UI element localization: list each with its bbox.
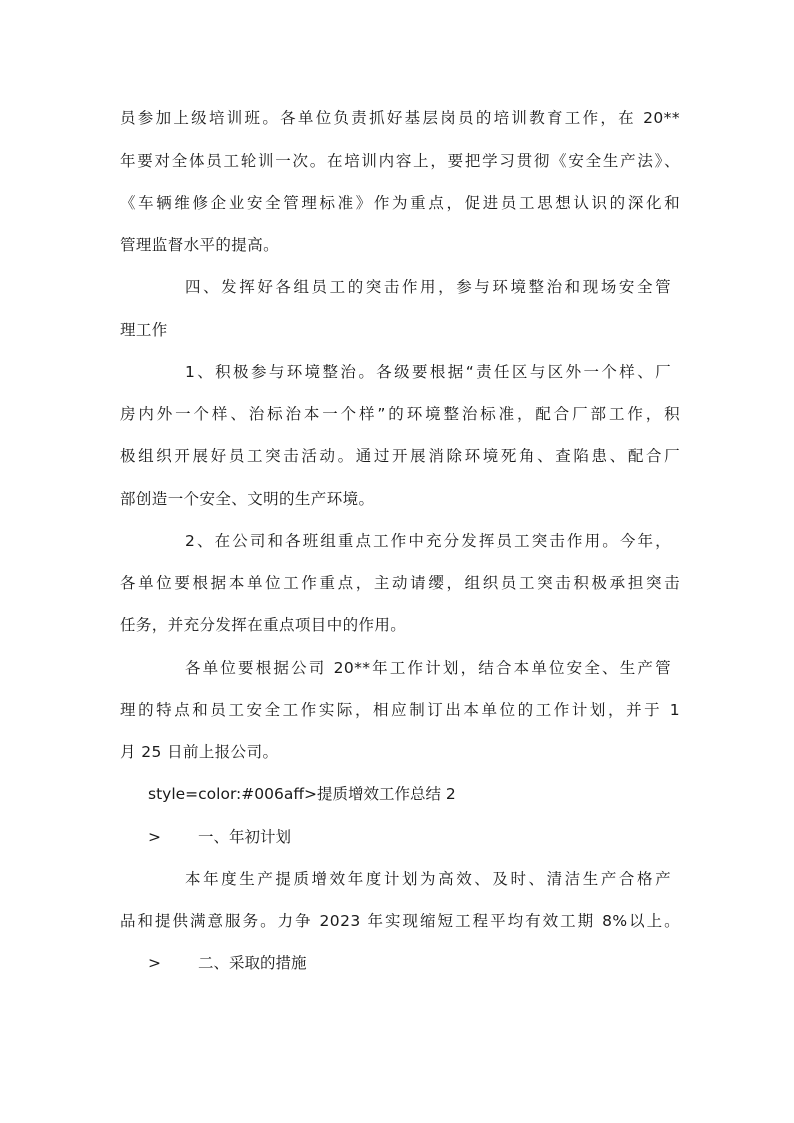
- paragraph-line: 月 25 日前上报公司。: [120, 743, 279, 761]
- article-title-line: style=color:#006aff>提质增效工作总结 2: [148, 785, 456, 803]
- paragraph-line: 1、积极参与环境整治。各级要根据“责任区与区外一个样、厂: [185, 363, 671, 381]
- section-heading-line: 理工作: [120, 321, 168, 339]
- paragraph-line: 任务，并充分发挥在重点项目中的作用。: [120, 616, 407, 634]
- paragraph-line: 各单位要根据公司 20**年工作计划，结合本单位安全、生产管: [185, 659, 671, 677]
- list-heading-text: 一、年初计划: [198, 828, 292, 846]
- paragraph-line: 部创造一个安全、文明的生产环境。: [120, 490, 375, 508]
- paragraph-line: 房内外一个样、治标治本一个样”的环境整治标准，配合厂部工作，积: [120, 405, 680, 423]
- list-heading: [148, 827, 291, 847]
- list-heading-text: 二、采取的措施: [198, 954, 307, 972]
- paragraph-line: 理的特点和员工安全工作实际，相应制订出本单位的工作计划，并于 1: [120, 701, 680, 719]
- paragraph-line: 各单位要根据本单位工作重点，主动请缨，组织员工突击积极承担突击: [120, 574, 680, 592]
- paragraph-line: 《车辆维修企业安全管理标准》作为重点，促进员工思想认识的深化和: [120, 194, 680, 212]
- section-heading-line: 四、发挥好各组员工的突击作用，参与环境整治和现场安全管: [185, 278, 671, 296]
- paragraph-line: 品和提供满意服务。力争 2023 年实现缩短工程平均有效工期 8%以上。: [120, 912, 680, 930]
- bullet-marker: >: [148, 954, 161, 972]
- paragraph-line: 年要对全体员工轮训一次。在培训内容上，要把学习贯彻《安全生产法》、: [120, 152, 680, 170]
- paragraph-line: 极组织开展好员工突击活动。通过开展消除环境死角、查陷患、配合厂: [120, 447, 680, 465]
- paragraph-line: 管理监督水平的提高。: [120, 236, 280, 254]
- paragraph-line: 员参加上级培训班。各单位负责抓好基层岗员的培训教育工作，在 20**: [120, 109, 680, 127]
- paragraph-line: 2、在公司和各班组重点工作中充分发挥员工突击作用。今年，: [185, 532, 671, 550]
- bullet-marker: >: [148, 828, 161, 846]
- list-heading: [148, 953, 307, 973]
- paragraph-line: 本年度生产提质增效年度计划为高效、及时、清洁生产合格产: [185, 870, 671, 888]
